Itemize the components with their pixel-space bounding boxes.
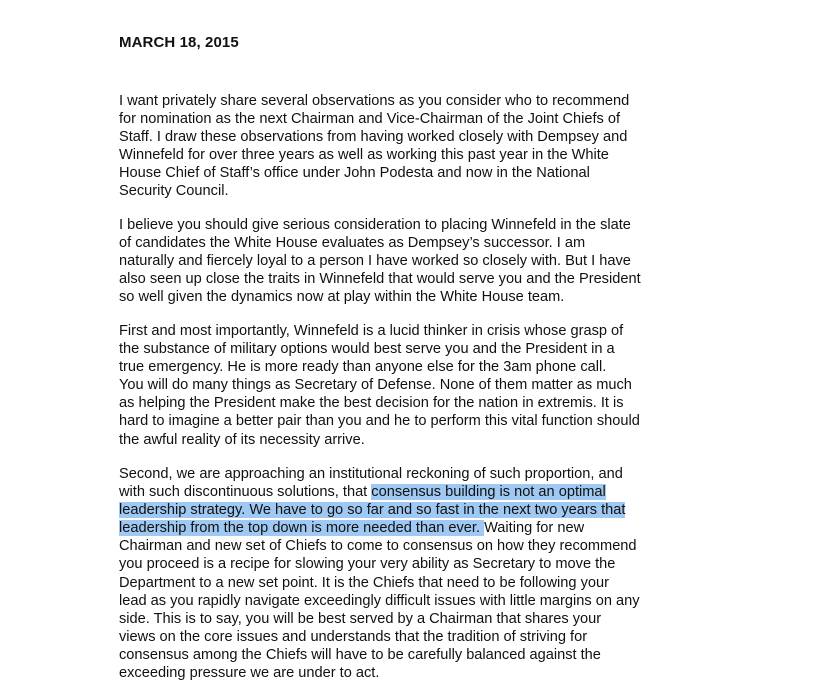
- text-segment: Chairman and new set of Chiefs to come to consensus on how they recommend: [119, 538, 637, 555]
- text-line: [119, 465, 640, 483]
- text-segment: Department to a new set point. It is the Chiefs that need to be following your: [119, 574, 609, 591]
- text-line: [119, 628, 640, 646]
- text-line: the awful reality of its necessity arrive.: [119, 431, 365, 448]
- text-line: Winnefeld for over three years as well as working this past year in the White: [119, 147, 609, 164]
- text-line: Security Council.: [119, 183, 229, 200]
- text-line: [119, 646, 640, 664]
- text-segment: Second, we are approaching an institutional reckoning of such proportion, and: [119, 466, 623, 482]
- text-line: also seen up close the traits in Winnefeld that would serve you and the President: [119, 271, 641, 288]
- text-line: hard to imagine a better pair than you and he to perform this vital function should: [119, 413, 640, 430]
- text-line: true emergency. He is more ready than anyone else for the 3am phone call.: [119, 359, 607, 376]
- highlighted-text: consensus building is not an optimal: [371, 484, 606, 501]
- paragraph-observations: [119, 92, 629, 201]
- text-line: [119, 501, 640, 519]
- highlighted-text: leadership strategy. We have to go so far and so fast in the next two years that: [119, 502, 626, 519]
- text-line: [119, 537, 640, 555]
- text-line: Staff. I draw these observations from having worked closely with Dempsey and: [119, 129, 628, 146]
- text-line: of candidates the White House evaluates as Dempsey’s successor. I am: [119, 235, 586, 252]
- text-segment: views on the core issues and understands that the tradition of striving for: [119, 628, 588, 645]
- text-line: for nomination as the next Chairman and Vice-Chairman of the Joint Chiefs of: [119, 111, 621, 128]
- text-line: House Chief of Staff’s office under John Podesta and now in the National: [119, 165, 590, 182]
- text-line: the substance of military options would best serve you and the President in a: [119, 341, 615, 358]
- text-segment: with such discontinuous solutions, that: [119, 484, 372, 501]
- text-line: You will do many things as Secretary of Defense. None of them matter as much: [119, 377, 632, 394]
- text-segment: exceeding pressure we are under to act.: [119, 665, 380, 682]
- text-line: I believe you should give serious consideration to placing Winnefeld in the slate: [119, 217, 631, 233]
- text-segment: Waiting for new: [484, 520, 585, 537]
- text-segment: lead as you rapidly navigate exceedingly difficult issues with little margins on any: [119, 592, 640, 609]
- text-segment: you proceed is a recipe for slowing your very ability as Secretary to move the: [119, 556, 616, 573]
- text-line: [119, 664, 640, 682]
- text-line: as helping the President make the best decision for the nation in extremis. It is: [119, 395, 624, 412]
- document-date: MARCH 18, 2015: [119, 34, 239, 51]
- text-line: First and most importantly, Winnefeld is a lucid thinker in crisis whose grasp of: [119, 323, 624, 339]
- paragraph-reckoning: [119, 465, 640, 682]
- paragraph-recommendation: [119, 216, 641, 306]
- text-line: so well given the dynamics now at play within the White House team.: [119, 289, 565, 306]
- text-segment: side. This is to say, you will be best served by a Chairman that shares your: [119, 610, 602, 627]
- text-line: [119, 574, 640, 592]
- text-line: [119, 610, 640, 628]
- text-line: [119, 592, 640, 610]
- text-line: [119, 519, 640, 537]
- highlighted-text: leadership from the top down is more needed than ever.: [119, 520, 485, 537]
- text-line: I want privately share several observations as you consider who to recommend: [119, 93, 630, 109]
- text-segment: consensus among the Chiefs will have to be carefully balanced against the: [119, 646, 601, 663]
- paragraph-crisis-thinker: [119, 322, 640, 449]
- text-line: naturally and fiercely loyal to a person I have worked so closely with. But I have: [119, 253, 631, 270]
- text-line: [119, 555, 640, 573]
- text-line: [119, 483, 640, 501]
